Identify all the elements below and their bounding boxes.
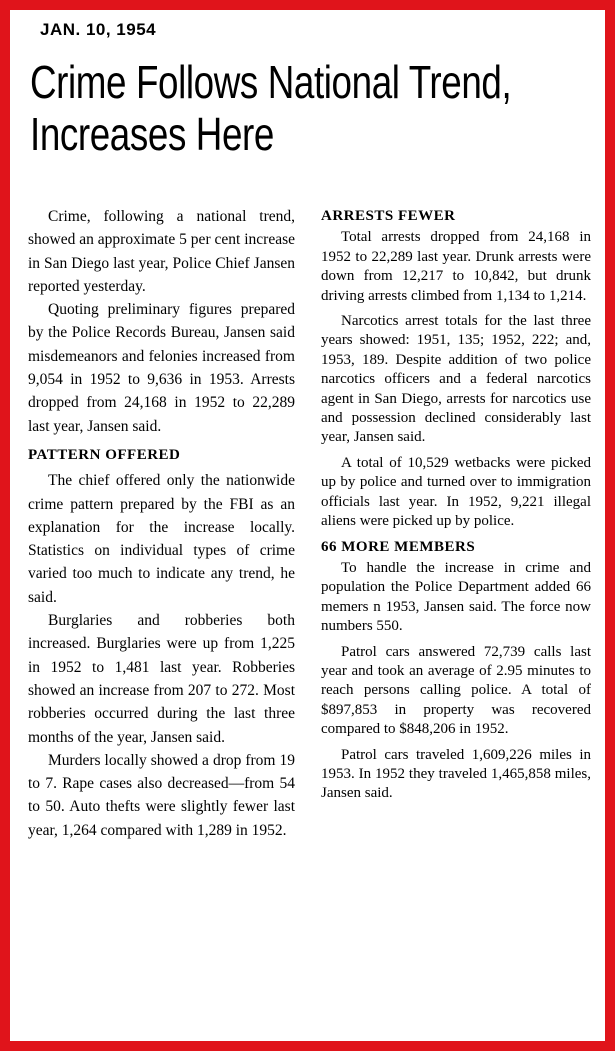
paragraph: A total of 10,529 wetbacks were picked up by police and turned over to immigration officials last year. In 1952, 9,221 illegal aliens were picked up by police. [321, 454, 591, 530]
paragraph: Murders locally showed a drop from 19 to 7. Rape cases also decreased—from 54 to 50. Auto thefts were slightly fewer last year, 1,264 compared with 1,289 in 1952. [28, 751, 295, 839]
headline-line: Increases Here [30, 108, 274, 160]
paragraph: Burglaries and robberies both increased. Burglaries were up from 1,225 in 1952 to 1,481 last year. Robberies showed an increase from 207 to 272. Most robberies occurred during the last three months of the year, Jansen said. [28, 612, 295, 746]
paragraph: Narcotics arrest totals for the last three years showed: 1951, 135; 1952, 222; and, 1953, 189. Despite addition of two police narcotics officers and a federal narcotics agent in San Diego, arrests for narcotics use and possession declined considerably last year, Jansen said. [321, 313, 591, 446]
paragraph: Crime, following a national trend, showed an approximate 5 per cent increase in San Diego last year, Police Chief Jansen reported yesterday. [28, 208, 295, 295]
paragraph: To handle the increase in crime and population the Police Department added 66 memers n 1953, Jansen said. The force now numbers 550. [321, 559, 591, 635]
paragraph: Patrol cars traveled 1,609,226 miles in 1953. In 1952 they traveled 1,465,858 miles, Jansen said. [321, 746, 591, 802]
subheading: ARRESTS FEWER [321, 208, 456, 224]
article-column-left [28, 205, 295, 842]
article-column-right [321, 205, 591, 810]
paragraph: The chief offered only the nationwide crime pattern prepared by the FBI as an explanation for the increase locally. Statistics on individual types of crime varied too much to indicate any trend, he said. [28, 472, 295, 606]
article-headline [30, 56, 512, 160]
article-date: JAN. 10, 1954 [40, 20, 157, 39]
subheading: 66 MORE MEMBERS [321, 538, 476, 555]
paragraph: Quoting preliminary figures prepared by the Police Records Bureau, Jansen said misdemeanors and felonies increased from 9,054 in 1952 to 9,636 in 1953. Arrests dropped from 24,168 in 1952 to 22,289 last year, Jansen said. [28, 301, 295, 435]
newspaper-clipping [10, 10, 605, 1041]
paragraph: Total arrests dropped from 24,168 in 1952 to 22,289 last year. Drunk arrests were down from 12,217 to 10,842, but drunk driving arrests climbed from 1,134 to 1,214. [321, 229, 591, 304]
subheading: PATTERN OFFERED [28, 446, 181, 463]
headline-line: Crime Follows National Trend, [30, 56, 512, 108]
paragraph: Patrol cars answered 72,739 calls last year and took an average of 2.95 minutes to reach persons calling police. A total of $897,853 in property was recovered compared to $848,206 in 1952. [321, 643, 591, 738]
